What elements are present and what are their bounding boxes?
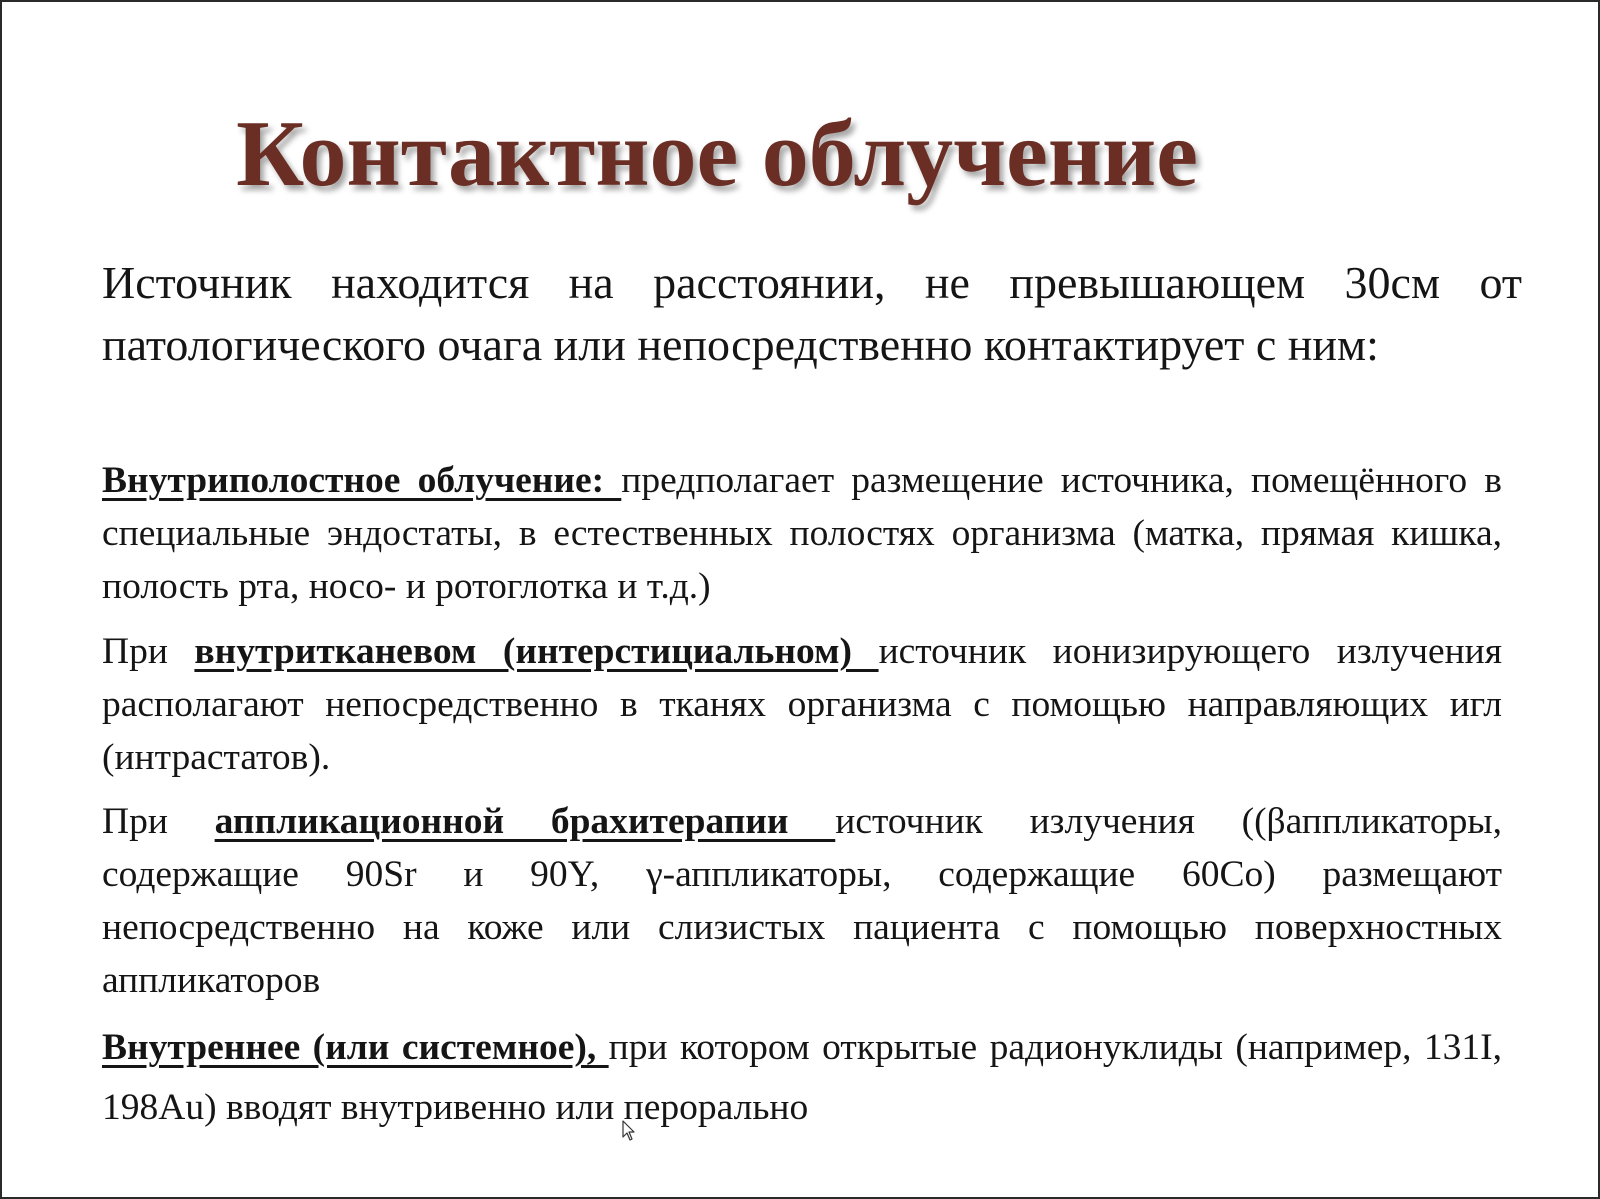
- mouse-pointer-icon: [622, 1120, 636, 1142]
- term-intracavitary: Внутриполостное облучение:: [102, 460, 622, 501]
- term-systemic: Внутреннее (или системное),: [102, 1027, 609, 1068]
- paragraph-lead: При: [102, 631, 195, 672]
- paragraph-systemic: [102, 1018, 1502, 1138]
- term-applicator: аппликационной брахитерапии: [214, 801, 836, 842]
- paragraph-text: при котором открытые радионуклиды (например, 131I, 198Au) вводят внутривенно или перорально: [102, 1027, 1503, 1128]
- paragraph-lead: При: [102, 801, 215, 842]
- paragraph-interstitial: [102, 625, 1502, 784]
- intro-text: Источник находится на расстоянии, не превышающем 30см от патологического очага или непосредственно контактирует с ним:: [102, 257, 1522, 370]
- paragraph-text: источник излучения ((βаппликаторы, содержащие 90Sr и 90Y, γ-аппликаторы, содержащие 60Co) размещают непосредственно на коже или слизистых пациента с помощью поверхностных аппликаторов: [102, 801, 1502, 1001]
- paragraph-intracavitary: [102, 454, 1502, 613]
- paragraph-text: предполагает размещение источника, помещённого в специальные эндостаты, в естественных полостях организма (матка, прямая кишка, полость рта, носо- и ротоглотка и т.д.): [102, 460, 1503, 607]
- paragraph-applicator: [102, 795, 1502, 1007]
- paragraph-text: источник ионизирующего излучения располагают непосредственно в тканях организма с помощью направляющих игл (интрастатов).: [102, 631, 1502, 778]
- term-interstitial: внутритканевом (интерстициальном): [194, 631, 879, 672]
- slide-title: Контактное облучение: [236, 102, 1198, 206]
